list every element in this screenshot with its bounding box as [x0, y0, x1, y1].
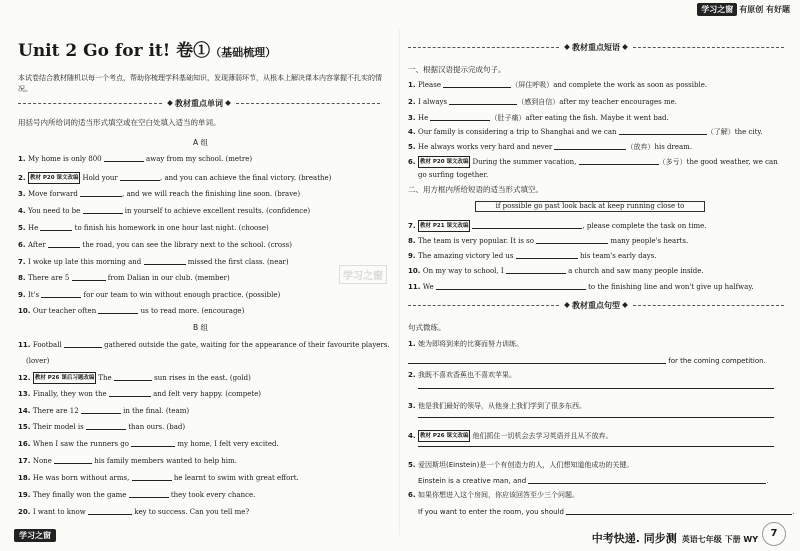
group-a-label: A 组 [193, 138, 209, 147]
item-text: （屏住呼吸）and complete the work as soon as possible. [511, 81, 708, 89]
item-number: 6. [408, 491, 418, 499]
item-text: for the coming competition. [666, 357, 766, 365]
answer-blank[interactable] [109, 389, 151, 397]
item-text: key to success. Can you tell me? [131, 508, 250, 516]
section-title: 教材重点句型 [572, 300, 620, 310]
answer-blank[interactable] [566, 507, 795, 516]
phrase-item [408, 156, 778, 168]
diamond-icon [564, 44, 570, 50]
answer-blank[interactable] [86, 422, 126, 430]
item-text: I want to know [32, 508, 88, 516]
item-text: the road, you can see the library next to the school. (cross) [80, 241, 292, 249]
word-item [26, 356, 49, 366]
sentences-instruction: 句式微练。 [408, 323, 446, 332]
phrase-item [408, 220, 707, 232]
diamond-icon [622, 302, 628, 308]
phrase-item [408, 113, 669, 123]
group-b-label: B 组 [193, 323, 209, 332]
word-item [18, 490, 255, 500]
item-text: None [32, 457, 55, 465]
word-item [18, 306, 244, 316]
item-number: 11. [408, 283, 423, 291]
phrase-item [408, 236, 688, 246]
word-item [18, 456, 237, 466]
item-number: 2. [18, 174, 28, 182]
item-text: he learnt to swim with great effort. [171, 474, 299, 482]
item-number: 20. [18, 508, 33, 516]
item-number: 4. [408, 432, 418, 440]
answer-blank[interactable] [579, 157, 659, 165]
item-text: to the finishing line and won't give up halfway. [585, 283, 754, 291]
item-text: He always works very hard and never [417, 143, 555, 151]
item-number: 10. [18, 307, 33, 315]
answer-blank[interactable] [81, 406, 121, 414]
word-item [18, 273, 230, 283]
phrases-section-header [408, 41, 784, 53]
sentence-item [408, 430, 612, 442]
item-text: missed the first class. (near) [185, 258, 289, 266]
item-text: The amazing victory led us [417, 252, 516, 260]
phrase-item [408, 282, 754, 292]
book-tag: 教材 P21 课文改编 [418, 220, 471, 232]
answer-blank[interactable] [72, 273, 106, 281]
word-item [18, 206, 310, 216]
intro-text: 本试卷结合教材随机以每一个考点，帮助你梳理学科基础知识，发现薄弱环节，从根本上解决课本内容掌握不扎实的情况。 [18, 74, 382, 93]
item-number: 8. [18, 274, 28, 282]
item-number: 4. [18, 207, 28, 215]
item-number: 9. [408, 252, 418, 260]
item-number: 5. [18, 224, 28, 232]
item-text: Our family is considering a trip to Shanghai and we can [417, 128, 619, 136]
item-text: a church and saw many people inside. [565, 267, 704, 275]
phrase-item [418, 170, 488, 180]
answer-line[interactable] [418, 416, 774, 418]
answer-blank[interactable] [64, 340, 102, 348]
item-text: away from my school. (metre) [143, 155, 253, 163]
word-item [18, 340, 390, 350]
item-number: 19. [18, 491, 33, 499]
item-number: 5. [408, 461, 418, 469]
item-text: many people's hearts. [608, 237, 689, 245]
item-text: You need to be [27, 207, 83, 215]
footer-series-title: 中考快递. 同步测 [591, 532, 677, 545]
item-text: Please [417, 81, 444, 89]
item-number: 1. [408, 340, 418, 348]
item-text: than ours. (bad) [125, 423, 186, 431]
answer-blank[interactable] [104, 154, 144, 162]
words-instruction: 用括号内所给词的适当形式填空或在空白处填入适当的单词。 [18, 118, 221, 127]
answer-blank[interactable] [83, 206, 123, 214]
item-number: 17. [18, 457, 33, 465]
item-text: in yourself to achieve excellent results. (confidence) [122, 207, 311, 215]
page-number: 7 [762, 522, 786, 546]
diamond-icon [622, 44, 628, 50]
answer-blank[interactable] [120, 173, 160, 181]
answer-blank[interactable] [41, 290, 81, 298]
item-number: 13. [18, 390, 33, 398]
item-text: for our team to win without enough practice. (possible) [81, 291, 281, 299]
item-text: （肚子痛）after eating the fish. Maybe it went bad. [490, 114, 669, 122]
item-text: . [766, 477, 769, 485]
word-item [18, 389, 261, 399]
phrases-part1: 一、根据汉语提示完成句子。 [408, 65, 506, 74]
item-text: Their model is [32, 423, 86, 431]
item-text: 爱因斯坦(Einstein)是一个有创造力的人，人们想知道他成功的关键。 [417, 461, 634, 469]
sentences-section-header [408, 299, 784, 311]
item-text: Football [32, 341, 64, 349]
item-text: I woke up late this morning and [27, 258, 144, 266]
item-text: from Dalian in our club. (member) [105, 274, 230, 282]
brand-logo: 学习之窗 [697, 3, 737, 16]
item-text: (lover) [26, 357, 50, 365]
book-tag: 教材 P20 课文改编 [418, 156, 471, 168]
answer-blank[interactable] [131, 439, 175, 447]
book-tag: 教材 P20 课文改编 [28, 172, 81, 184]
item-text: My home is only 800 [27, 155, 104, 163]
item-text: 他们抓住一切机会去学习英语并且从不放弃。 [472, 432, 613, 440]
watermark: 学习之窗 [339, 265, 387, 284]
item-text: （了解）the city. [706, 128, 763, 136]
column-divider [399, 30, 400, 535]
book-tag: 教材 P26 课后习题改编 [33, 372, 97, 384]
item-text: gathered outside the gate, waiting for the appearance of their favourite players. [101, 341, 390, 349]
item-text: 他是我们最好的领导，从他身上我们学到了很多东西。 [417, 402, 586, 410]
item-number: 5. [408, 143, 418, 151]
item-number: 6. [408, 158, 418, 166]
item-text: Hold your [82, 174, 120, 182]
word-item [18, 257, 289, 267]
item-text: and felt very happy. (compete) [150, 390, 262, 398]
item-text: I always [417, 98, 450, 106]
title-main: Unit 2 Go for it! 卷① [18, 41, 211, 61]
item-number: 11. [18, 341, 33, 349]
word-item [18, 406, 189, 416]
item-text: 如果你想进入这个房间，你应该回答至少三个问题。 [417, 491, 579, 499]
title-sub: （基础梳理） [210, 46, 277, 59]
footer-series [592, 527, 758, 546]
item-text: to finish his homework in one hour last night. (choose) [72, 224, 269, 232]
item-text: He was born without arms, [32, 474, 132, 482]
answer-blank[interactable] [506, 266, 566, 274]
item-number: 8. [408, 237, 418, 245]
word-item [18, 154, 252, 164]
item-text: his family members wanted to help him. [92, 457, 237, 465]
word-item [18, 172, 331, 184]
answer-blank[interactable] [516, 251, 578, 259]
item-text: , and we will reach the finishing line soon. (brave) [122, 190, 301, 198]
item-text: in the final. (team) [120, 407, 190, 415]
phrase-item [408, 127, 763, 137]
item-text: The [98, 374, 114, 382]
phrase-item [408, 251, 657, 261]
phrases-part2: 二、用方框内所给短语的适当形式填空。 [408, 185, 543, 194]
word-item [18, 240, 292, 250]
word-item [18, 372, 251, 384]
item-text: On my way to school, I [422, 267, 506, 275]
item-text: . [792, 508, 795, 516]
item-number: 12. [18, 374, 33, 382]
item-number: 7. [408, 222, 418, 230]
answer-blank[interactable] [436, 282, 586, 290]
item-text: There are 5 [27, 274, 72, 282]
item-text: Move forward [27, 190, 81, 198]
diamond-icon [167, 100, 173, 106]
item-text: During the summer vacation, [472, 158, 579, 166]
item-text: my home, I felt very excited. [175, 440, 279, 448]
item-text: If you want to enter the room, you should [418, 508, 567, 516]
phrase-item [408, 142, 692, 152]
section-title: 教材重点短语 [572, 42, 620, 52]
answer-blank[interactable] [98, 306, 138, 314]
sentence-item [418, 476, 769, 486]
item-text: , please complete the task on time. [582, 222, 707, 230]
item-text: Einstein is a creative man, and [418, 477, 529, 485]
answer-blank[interactable] [536, 236, 608, 244]
sentence-item [408, 401, 586, 411]
word-item [18, 290, 280, 300]
answer-blank[interactable] [40, 223, 72, 231]
answer-blank[interactable] [449, 97, 517, 105]
item-text: We [422, 283, 436, 291]
sentence-item [408, 356, 766, 366]
answer-blank[interactable] [114, 373, 152, 381]
words-section-header [18, 97, 380, 109]
answer-blank[interactable] [472, 221, 582, 229]
item-text: He [417, 114, 431, 122]
item-text: Finally, they won the [32, 390, 109, 398]
word-item [18, 422, 185, 432]
sentence-item [418, 507, 794, 517]
word-item [18, 189, 300, 199]
footer-logo: 学习之窗 [14, 529, 56, 542]
footer-series-sub: 英语七年级 下册 WY [681, 535, 758, 544]
answer-line[interactable] [418, 387, 774, 389]
item-number: 2. [408, 371, 418, 379]
answer-blank[interactable] [528, 476, 769, 485]
item-text: 我既不喜欢香蕉也不喜欢苹果。 [417, 371, 516, 379]
sentence-item [408, 460, 633, 470]
answer-blank[interactable] [54, 456, 92, 464]
answer-blank[interactable] [430, 113, 490, 121]
diamond-icon [225, 100, 231, 106]
answer-blank[interactable] [132, 473, 172, 481]
sentence-item [408, 339, 523, 349]
item-number: 1. [18, 155, 28, 163]
answer-line[interactable] [418, 445, 774, 447]
item-text: The team is very popular. It is so [417, 237, 537, 245]
item-text: It's [27, 291, 42, 299]
item-number: 18. [18, 474, 33, 482]
item-number: 2. [408, 98, 418, 106]
item-number: 4. [408, 128, 418, 136]
phrase-item [408, 80, 707, 90]
item-text: After [27, 241, 49, 249]
word-item [18, 439, 279, 449]
book-tag: 教材 P26 课文改编 [418, 430, 471, 442]
item-text: his team's early days. [577, 252, 657, 260]
item-number: 3. [408, 402, 418, 410]
answer-blank[interactable] [144, 257, 186, 265]
item-text: us to read more. (encourage) [138, 307, 245, 315]
answer-blank[interactable] [619, 127, 707, 135]
phrase-box: if possible go past look back at keep running close to [475, 201, 705, 212]
section-title: 教材重点单词 [175, 98, 223, 108]
item-text: they took every chance. [168, 491, 256, 499]
page-title [18, 36, 276, 61]
phrase-item [408, 97, 677, 107]
brand [697, 2, 790, 16]
item-text: They finally won the game [32, 491, 129, 499]
item-number: 15. [18, 423, 33, 431]
item-text: Our teacher often [32, 307, 99, 315]
item-text: , and you can achieve the final victory. (breathe) [160, 174, 332, 182]
phrase-item [408, 266, 704, 276]
answer-blank[interactable] [408, 356, 666, 364]
item-text: 她为即将到来的比赛而努力训练。 [417, 340, 523, 348]
word-item [18, 473, 299, 483]
item-number: 1. [408, 81, 418, 89]
item-text: go surfing together. [418, 171, 489, 179]
item-number: 3. [408, 114, 418, 122]
item-text: （放弃）his dream. [626, 143, 693, 151]
item-text: （感到自信）after my teacher encourages me. [517, 98, 677, 106]
sentence-item [408, 370, 516, 380]
item-number: 3. [18, 190, 28, 198]
answer-blank[interactable] [443, 80, 511, 88]
item-text: （多亏）the good weather, we can [658, 158, 778, 166]
answer-blank[interactable] [129, 490, 169, 498]
answer-blank[interactable] [80, 189, 122, 197]
item-number: 16. [18, 440, 33, 448]
diamond-icon [564, 302, 570, 308]
answer-blank[interactable] [554, 142, 626, 150]
word-item [18, 507, 249, 517]
item-number: 7. [18, 258, 28, 266]
item-number: 10. [408, 267, 423, 275]
item-number: 9. [18, 291, 28, 299]
item-text: sun rises in the east. (gold) [151, 374, 251, 382]
item-number: 6. [18, 241, 28, 249]
item-text: There are 12 [32, 407, 81, 415]
top-header [0, 0, 800, 18]
item-text: He [27, 224, 41, 232]
brand-slogan: 有原创 有好题 [739, 4, 790, 14]
sentence-item [408, 490, 579, 500]
word-item [18, 223, 269, 233]
answer-blank[interactable] [48, 240, 80, 248]
answer-blank[interactable] [88, 507, 132, 515]
item-number: 14. [18, 407, 33, 415]
item-text: When I saw the runners go [32, 440, 132, 448]
